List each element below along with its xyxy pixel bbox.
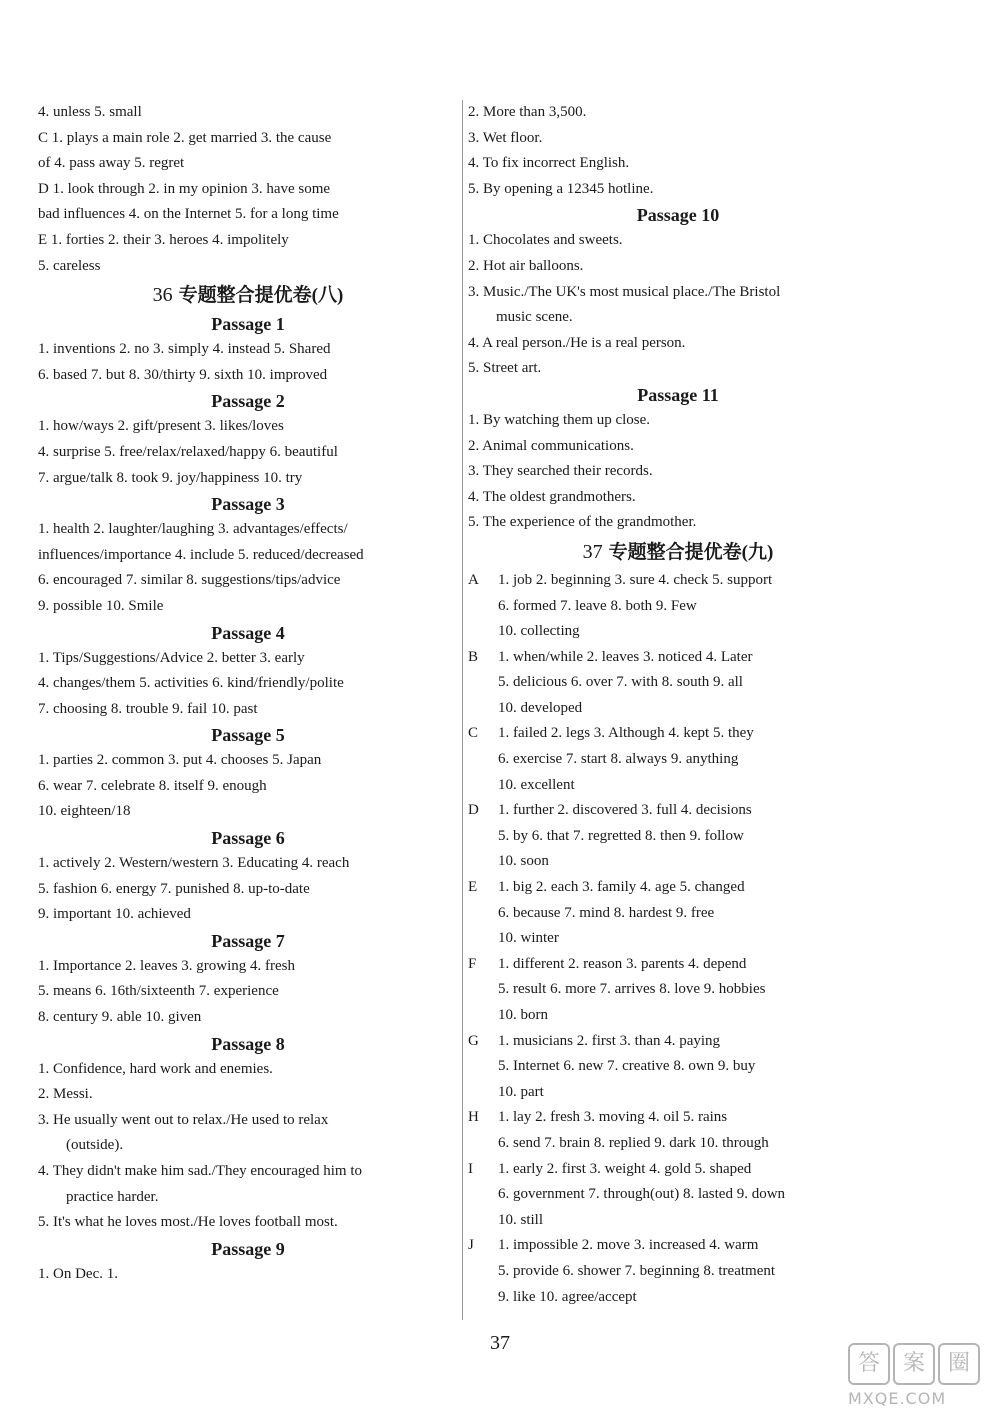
answer-line: 4. To fix incorrect English. bbox=[468, 155, 630, 172]
answer-text: 1. early 2. first 3. weight 4. gold 5. shaped bbox=[498, 1160, 752, 1177]
answer-line bbox=[468, 926, 888, 952]
answer-line: 4. unless 5. small bbox=[38, 104, 142, 120]
answer-line: 2. Hot air balloons. bbox=[468, 257, 584, 274]
section-title-37 bbox=[468, 536, 888, 568]
question-group-label: A bbox=[468, 571, 479, 588]
answer-line: music scene. bbox=[496, 309, 573, 326]
answer-text: 6. because 7. mind 8. hardest 9. free bbox=[498, 904, 715, 921]
answer-line: 5. The experience of the grandmother. bbox=[468, 514, 697, 531]
answer-line bbox=[468, 594, 888, 620]
answer-line: 1. On Dec. 1. bbox=[38, 1265, 118, 1282]
passage-heading: Passage 5 bbox=[211, 725, 285, 746]
answer-text: 1. different 2. reason 3. parents 4. depend bbox=[498, 955, 747, 972]
answer-line: 3. He usually went out to relax./He used to relax bbox=[38, 1111, 329, 1128]
answer-text: 6. send 7. brain 8. replied 9. dark 10. through bbox=[498, 1134, 769, 1151]
answer-text: 10. winter bbox=[498, 930, 559, 947]
answer-line bbox=[468, 1285, 888, 1311]
answer-line: 8. century 9. able 10. given bbox=[38, 1009, 202, 1026]
answer-line bbox=[468, 849, 888, 875]
answer-line bbox=[468, 1233, 888, 1259]
answer-text: 6. government 7. through(out) 8. lasted 9. down bbox=[498, 1186, 786, 1203]
answer-line bbox=[468, 1080, 888, 1106]
passage-heading: Passage 6 bbox=[211, 828, 285, 849]
answer-line: (outside). bbox=[66, 1137, 124, 1154]
answer-text: 5. Internet 6. new 7. creative 8. own 9. buy bbox=[498, 1058, 756, 1075]
answer-text: 10. still bbox=[498, 1211, 544, 1228]
section-number: 36 bbox=[152, 284, 173, 307]
question-group-label: H bbox=[468, 1109, 479, 1126]
question-group-label: F bbox=[468, 955, 477, 972]
answer-line: 4. The oldest grandmothers. bbox=[468, 488, 636, 505]
watermark-char: 圈 bbox=[938, 1343, 980, 1385]
answer-line bbox=[468, 798, 888, 824]
passage-heading: Passage 4 bbox=[211, 622, 285, 643]
answer-line: of 4. pass away 5. regret bbox=[38, 155, 185, 172]
passage-heading: Passage 8 bbox=[211, 1033, 285, 1054]
section-number: 37 bbox=[582, 540, 603, 563]
answer-line: 2. More than 3,500. bbox=[468, 104, 587, 120]
passage-heading: Passage 7 bbox=[211, 930, 285, 951]
answer-line: 1. health 2. laughter/laughing 3. advantages/effects/ bbox=[38, 521, 348, 538]
answer-text: 10. collecting bbox=[498, 623, 580, 640]
answer-line: bad influences 4. on the Internet 5. for a long time bbox=[38, 206, 339, 223]
answer-text: 10. born bbox=[498, 1007, 548, 1023]
passage-heading: Passage 2 bbox=[211, 391, 285, 412]
answer-line bbox=[468, 875, 888, 901]
answer-line: 1. Confidence, hard work and enemies. bbox=[38, 1060, 273, 1077]
answer-line bbox=[468, 696, 888, 722]
answer-text: 1. big 2. each 3. family 4. age 5. changed bbox=[498, 879, 745, 896]
answer-text: 6. formed 7. leave 8. both 9. Few bbox=[498, 597, 697, 614]
answer-line: influences/importance 4. include 5. reduced/decreased bbox=[38, 546, 364, 563]
answer-text: 1. job 2. beginning 3. sure 4. check 5. support bbox=[498, 571, 773, 588]
answer-line bbox=[468, 568, 888, 594]
answer-line: practice harder. bbox=[66, 1188, 159, 1205]
answer-line: 7. choosing 8. trouble 9. fail 10. past bbox=[38, 700, 258, 717]
answer-line bbox=[468, 773, 888, 799]
passage-heading: Passage 9 bbox=[211, 1238, 285, 1259]
question-group-label: I bbox=[468, 1160, 473, 1177]
answer-line bbox=[468, 824, 888, 850]
section-title-text: 专题整合提优卷(八) bbox=[178, 285, 344, 307]
answer-line bbox=[468, 1054, 888, 1080]
answer-line bbox=[468, 977, 888, 1003]
answer-text: 10. developed bbox=[498, 699, 583, 716]
answer-line: 1. By watching them up close. bbox=[468, 411, 651, 428]
section-title-text: 专题整合提优卷(九) bbox=[608, 541, 774, 563]
answer-text: 1. impossible 2. move 3. increased 4. warm bbox=[498, 1237, 759, 1254]
question-group-label: G bbox=[468, 1032, 479, 1049]
answer-text: 10. part bbox=[498, 1083, 544, 1100]
watermark-char: 案 bbox=[893, 1343, 935, 1385]
answer-line: 4. They didn't make him sad./They encouraged him to bbox=[38, 1163, 363, 1179]
answer-line: 1. parties 2. common 3. put 4. chooses 5. Japan bbox=[38, 752, 322, 769]
answer-line bbox=[468, 1208, 888, 1234]
answer-line bbox=[468, 747, 888, 773]
column-divider bbox=[462, 100, 463, 1320]
answer-line: 1. inventions 2. no 3. simply 4. instead 5. Shared bbox=[38, 341, 331, 358]
answer-line bbox=[468, 1105, 888, 1131]
answer-line: 4. changes/them 5. activities 6. kind/friendly/polite bbox=[38, 675, 344, 692]
answer-text: 1. when/while 2. leaves 3. noticed 4. Later bbox=[498, 648, 753, 665]
watermark-char: 答 bbox=[848, 1343, 890, 1385]
answer-line: 9. possible 10. Smile bbox=[38, 597, 164, 614]
right-column bbox=[468, 100, 888, 1310]
answer-line bbox=[468, 1157, 888, 1183]
answer-line: 9. important 10. achieved bbox=[38, 906, 191, 923]
answer-line bbox=[468, 670, 888, 696]
answer-line: 6. wear 7. celebrate 8. itself 9. enough bbox=[38, 777, 267, 794]
section-title-36 bbox=[38, 279, 458, 311]
answer-line: 4. surprise 5. free/relax/relaxed/happy 6. beautiful bbox=[38, 443, 338, 460]
passage-heading: Passage 1 bbox=[211, 314, 285, 335]
answer-line: 5. It's what he loves most./He loves football most. bbox=[38, 1214, 338, 1231]
answer-line: 2. Animal communications. bbox=[468, 437, 634, 454]
answer-line: 5. Street art. bbox=[468, 360, 542, 377]
answer-line: 7. argue/talk 8. took 9. joy/happiness 10. try bbox=[38, 469, 303, 486]
answer-line: 1. actively 2. Western/western 3. Educating 4. reach bbox=[38, 855, 350, 872]
answer-line: 3. Wet floor. bbox=[468, 129, 543, 146]
answer-text: 10. soon bbox=[498, 853, 549, 870]
answer-line bbox=[468, 619, 888, 645]
question-group-label: J bbox=[468, 1237, 474, 1254]
answer-line bbox=[468, 1182, 888, 1208]
watermark-logo bbox=[848, 1343, 988, 1415]
answer-line: 2. Messi. bbox=[38, 1086, 93, 1103]
answer-text: 6. exercise 7. start 8. always 9. anything bbox=[498, 751, 739, 768]
answer-text: 5. provide 6. shower 7. beginning 8. treatment bbox=[498, 1262, 776, 1279]
answer-text: 5. delicious 6. over 7. with 8. south 9. all bbox=[498, 674, 743, 691]
answer-line bbox=[468, 1029, 888, 1055]
answer-line: 1. Chocolates and sweets. bbox=[468, 232, 623, 249]
answer-line: 5. means 6. 16th/sixteenth 7. experience bbox=[38, 983, 279, 1000]
answer-line: 6. encouraged 7. similar 8. suggestions/tips/advice bbox=[38, 572, 341, 589]
question-group-label: E bbox=[468, 879, 478, 896]
question-group-label: D bbox=[468, 802, 479, 819]
answer-text: 1. further 2. discovered 3. full 4. decisions bbox=[498, 802, 752, 819]
answer-line: 3. Music./The UK's most musical place./The Bristol bbox=[468, 283, 781, 300]
answer-line: 1. Tips/Suggestions/Advice 2. better 3. early bbox=[38, 649, 305, 666]
page-number: 37 bbox=[490, 1332, 510, 1354]
answer-text: 5. by 6. that 7. regretted 8. then 9. follow bbox=[498, 827, 744, 844]
answer-text: 1. failed 2. legs 3. Although 4. kept 5. they bbox=[498, 725, 754, 742]
answer-line bbox=[468, 721, 888, 747]
answer-line bbox=[468, 645, 888, 671]
answer-line: 6. based 7. but 8. 30/thirty 9. sixth 10. improved bbox=[38, 366, 328, 383]
answer-text: 5. result 6. more 7. arrives 8. love 9. hobbies bbox=[498, 981, 766, 998]
answer-text: 1. musicians 2. first 3. than 4. paying bbox=[498, 1032, 721, 1049]
question-group-label: C bbox=[468, 725, 479, 742]
passage-heading: Passage 11 bbox=[637, 384, 719, 405]
answer-line: C 1. plays a main role 2. get married 3. the cause bbox=[38, 129, 332, 146]
answer-line: 4. A real person./He is a real person. bbox=[468, 334, 686, 351]
answer-line: 3. They searched their records. bbox=[468, 463, 653, 480]
answer-text: 10. excellent bbox=[498, 776, 575, 793]
watermark-text: MXQE.COM bbox=[848, 1389, 947, 1408]
answer-line bbox=[468, 1259, 888, 1285]
answer-line: 5. fashion 6. energy 7. punished 8. up-to-date bbox=[38, 880, 310, 897]
answer-line bbox=[468, 1003, 888, 1029]
answer-line bbox=[468, 952, 888, 978]
answer-text: 9. like 10. agree/accept bbox=[498, 1288, 637, 1305]
answer-line bbox=[468, 1131, 888, 1157]
passage-heading: Passage 10 bbox=[636, 205, 720, 226]
answer-line: 1. how/ways 2. gift/present 3. likes/loves bbox=[38, 418, 284, 435]
answer-line: 5. careless bbox=[38, 257, 101, 274]
left-column bbox=[38, 100, 458, 1287]
answer-line bbox=[468, 901, 888, 927]
answer-line: E 1. forties 2. their 3. heroes 4. impolitely bbox=[38, 231, 289, 248]
answer-line: 10. eighteen/18 bbox=[38, 803, 131, 820]
passage-heading: Passage 3 bbox=[211, 494, 285, 515]
answer-text: 1. lay 2. fresh 3. moving 4. oil 5. rains bbox=[498, 1109, 728, 1126]
question-group-label: B bbox=[468, 648, 479, 665]
answer-line: 1. Importance 2. leaves 3. growing 4. fresh bbox=[38, 957, 296, 974]
answer-line: D 1. look through 2. in my opinion 3. have some bbox=[38, 180, 331, 197]
answer-line: 5. By opening a 12345 hotline. bbox=[468, 180, 654, 197]
